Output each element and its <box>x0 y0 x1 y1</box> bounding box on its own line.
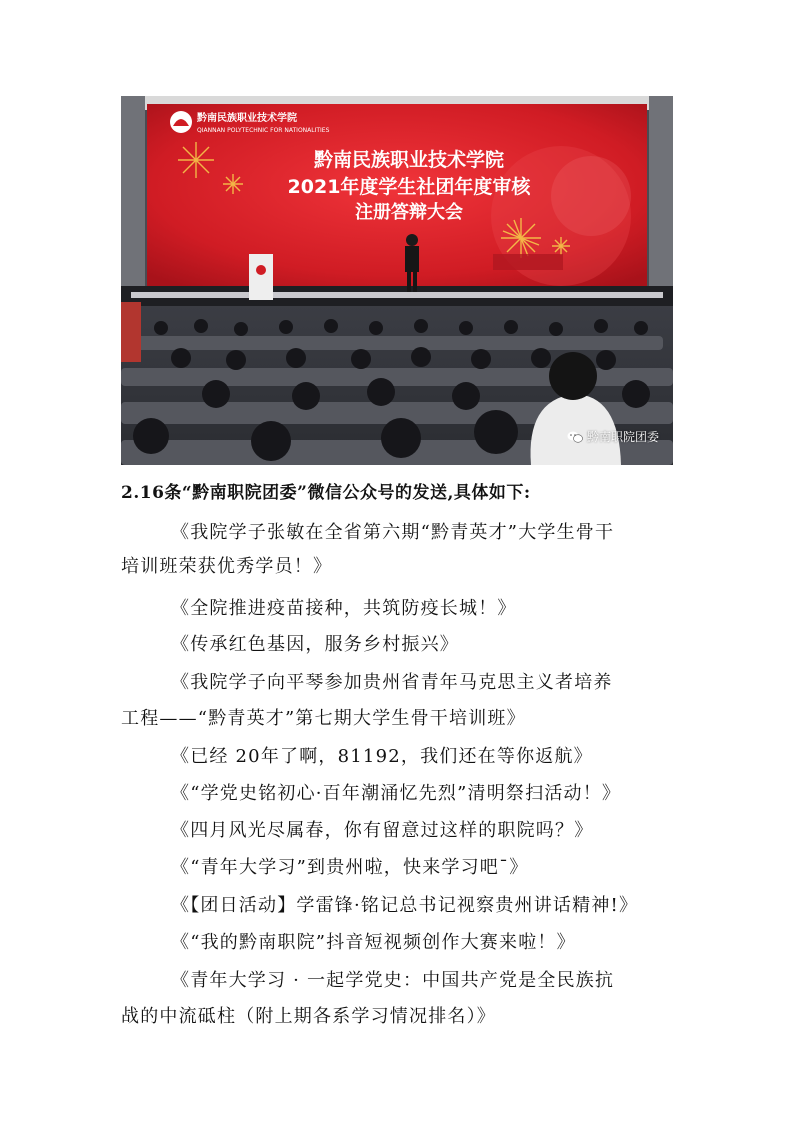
article-title-2: 《全院推进疫苗接种，共筑防疫长城！》 <box>171 598 517 619</box>
article-title-3: 《传承红色基因，服务乡村振兴》 <box>171 634 459 655</box>
article-title-11a: 《青年大学习 · 一起学党史：中国共产党是全民族抗 <box>171 970 615 991</box>
article-title-8: 《“青年大学习”到贵州啦，快来学习吧¯》 <box>171 857 529 878</box>
podium <box>249 254 273 300</box>
watermark-text: 黔南职院团委 <box>586 430 659 444</box>
event-photo-scene <box>121 96 673 465</box>
event-photo <box>121 96 673 465</box>
article-title-6: 《“学党史铭初心·百年潮涌忆先烈”清明祭扫活动！》 <box>171 783 622 804</box>
article-title-1a: 《我院学子张敏在全省第六期“黔青英才”大学生骨干 <box>171 522 615 543</box>
screen-title-line-2: 2021年度学生社团年度审核 <box>287 176 531 198</box>
wechat-watermark <box>567 428 659 445</box>
article-title-10: 《“我的黔南职院”抖音短视频创作大赛来啦！》 <box>171 932 576 953</box>
article-title-11b: 战的中流砥柱（附上期各系学习情况排名）》 <box>121 1006 496 1027</box>
article-title-7: 《四月风光尽属春，你有留意过这样的职院吗？》 <box>171 820 594 841</box>
article-title-4b: 工程——“黔青英才”第七期大学生骨干培训班》 <box>121 708 526 729</box>
screen-logo-en: QIANNAN POLYTECHNIC FOR NATIONALITIES <box>197 127 330 134</box>
article-title-1b: 培训班荣获优秀学员！》 <box>121 556 333 577</box>
screen-title-line-1: 黔南民族职业技术学院 <box>313 149 505 171</box>
screen-title-line-3: 注册答辩大会 <box>355 202 463 223</box>
article-title-4a: 《我院学子向平琴参加贵州省青年马克思主义者培养 <box>171 672 613 693</box>
section-heading: 2.16条“黔南职院团委”微信公众号的发送,具体如下: <box>121 483 531 503</box>
article-title-9: 《【团日活动】学雷锋·铭记总书记视察贵州讲话精神!》 <box>171 895 639 916</box>
wechat-icon <box>567 430 583 444</box>
screen-logo-cn: 黔南民族职业技术学院 <box>197 113 297 124</box>
article-title-5: 《已经 20年了啊，81192，我们还在等你返航》 <box>171 746 593 767</box>
